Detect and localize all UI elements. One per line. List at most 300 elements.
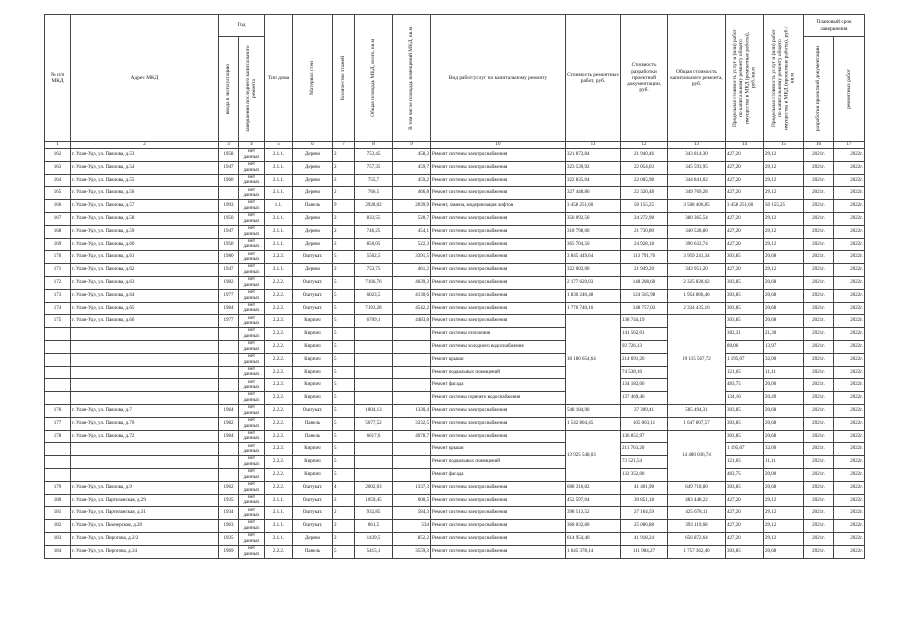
premises-area-cell: 852,2 xyxy=(393,532,431,545)
address-cell: г. Улан-Удэ, ул. Павлова, д.56 xyxy=(71,187,219,200)
total-cost-cell: 483 448,22 xyxy=(668,494,726,507)
design-cost-cell: 30 851,18 xyxy=(621,494,668,507)
plan-design-cell: 2021г. xyxy=(804,264,834,277)
header-work-type: Вид работ/услуг по капитальному ремонту xyxy=(431,15,566,142)
floors-cell: 5 xyxy=(333,430,355,443)
premises-area-cell xyxy=(393,328,431,341)
floors-cell: 5 xyxy=(333,302,355,315)
plan-repair-cell: 2022г. xyxy=(834,200,865,213)
column-number: 10 xyxy=(431,142,566,149)
work-type-cell: Ремонт системы электроснабжения xyxy=(431,507,566,520)
total-area-cell: 6023,5 xyxy=(355,289,393,302)
plan-design-cell: 2021г. xyxy=(804,532,834,545)
header-house-type: Тип дома xyxy=(265,15,293,142)
work-type-cell: Ремонт системы холодного водоснабжения xyxy=(431,340,566,353)
last-repair-cell: нет данных xyxy=(239,315,265,328)
repair-program-table-sheet xyxy=(44,14,864,559)
house-type-cell: 2.2.2. xyxy=(265,251,293,264)
row-number xyxy=(45,353,71,366)
plan-design-cell: 2021г. xyxy=(804,276,834,289)
plan-design-cell: 2021г. xyxy=(804,494,834,507)
table-row xyxy=(45,225,865,238)
house-type-cell: 2.2.2. xyxy=(265,340,293,353)
design-cost-cell: 27 164,59 xyxy=(621,507,668,520)
wall-material-cell: Кирпич xyxy=(293,392,333,405)
design-cost-cell: 137 469,46 xyxy=(621,392,668,405)
last-repair-cell: нет данных xyxy=(239,302,265,315)
plan-design-cell: 2021г. xyxy=(804,174,834,187)
table-row xyxy=(45,161,865,174)
row-number: 180 xyxy=(45,494,71,507)
column-number: 3 xyxy=(219,142,239,149)
plan-design-cell: 2021г. xyxy=(804,443,834,456)
work-type-cell: Ремонт системы электроснабжения xyxy=(431,264,566,277)
table-row xyxy=(45,430,865,443)
floors-cell: 5 xyxy=(333,443,355,456)
floors-cell: 5 xyxy=(333,468,355,481)
row-number: 177 xyxy=(45,417,71,430)
floors-cell: 2 xyxy=(333,161,355,174)
commission-year-cell xyxy=(219,366,239,379)
wall-material-cell: Оштукат. xyxy=(293,481,333,494)
table-header xyxy=(45,15,865,142)
premises-area-cell: 534 xyxy=(393,520,431,533)
limit-repair-cell: 427,20 xyxy=(726,494,764,507)
limit-repair-cell: 303,85 xyxy=(726,545,764,558)
plan-repair-cell: 2022г. xyxy=(834,251,865,264)
house-type-cell: 2.2.2. xyxy=(265,392,293,405)
header-total-cost: Общая стоимость капитального ремонта, руб. xyxy=(668,15,726,142)
design-cost-cell: 136 851,97 xyxy=(621,430,668,443)
work-type-cell: Ремонт системы электроснабжения xyxy=(431,532,566,545)
total-cost-cell: 380 365,54 xyxy=(668,212,726,225)
row-number: 170 xyxy=(45,251,71,264)
table-row xyxy=(45,276,865,289)
repair-cost-cell: 318 798,00 xyxy=(566,225,621,238)
repair-cost-cell: 327 448,80 xyxy=(566,187,621,200)
limit-repair-cell: 427,20 xyxy=(726,174,764,187)
limit-repair-cell: 1 195,07 xyxy=(726,353,764,366)
plan-repair-cell: 2022г. xyxy=(834,366,865,379)
header-total-area: Общая площадь МКД, всего, кв.м xyxy=(355,15,393,142)
design-cost-cell: 124 565,98 xyxy=(621,289,668,302)
total-cost-cell: 1 757 362,40 xyxy=(668,545,726,558)
wall-material-cell: Оштукат. xyxy=(293,289,333,302)
plan-design-cell: 2021г. xyxy=(804,302,834,315)
row-number: 174 xyxy=(45,302,71,315)
plan-repair-cell: 2022г. xyxy=(834,379,865,392)
total-area-cell xyxy=(355,353,393,366)
total-area-cell: 6617,6 xyxy=(355,430,393,443)
design-cost-cell: 134 182,00 xyxy=(621,379,668,392)
house-type-cell: 2.1.1. xyxy=(265,225,293,238)
column-number: 8 xyxy=(355,142,393,149)
house-type-cell: 2.1.1. xyxy=(265,507,293,520)
row-number: 172 xyxy=(45,276,71,289)
commission-year-cell: 1958 xyxy=(219,149,239,162)
premises-area-cell: 1337,3 xyxy=(393,481,431,494)
work-type-cell: Ремонт системы электроснабжения xyxy=(431,187,566,200)
header-plan-group: Плановый срок завершения xyxy=(804,15,865,37)
premises-area-cell xyxy=(393,353,431,366)
last-repair-cell: нет данных xyxy=(239,494,265,507)
wall-material-cell: Дерево xyxy=(293,225,333,238)
last-repair-cell: нет данных xyxy=(239,225,265,238)
commission-year-cell: 1950 xyxy=(219,212,239,225)
limit-repair-cell: 303,85 xyxy=(726,302,764,315)
house-type-cell: 2.2.2. xyxy=(265,456,293,469)
limit-design-cell: 11,11 xyxy=(764,366,804,379)
wall-material-cell: Кирпич xyxy=(293,456,333,469)
table-row xyxy=(45,289,865,302)
repair-cost-cell: 322 002,00 xyxy=(566,264,621,277)
floors-cell: 5 xyxy=(333,379,355,392)
limit-repair-cell: 303,85 xyxy=(726,315,764,328)
last-repair-cell: нет данных xyxy=(239,404,265,417)
plan-design-cell: 2021г. xyxy=(804,340,834,353)
table-row xyxy=(45,456,865,469)
limit-repair-cell: 303,85 xyxy=(726,481,764,494)
row-number xyxy=(45,392,71,405)
work-type-cell: Ремонт системы электроснабжения xyxy=(431,545,566,558)
limit-design-cell: 20,68 xyxy=(764,404,804,417)
plan-repair-cell: 2022г. xyxy=(834,212,865,225)
table-row xyxy=(45,545,865,558)
plan-repair-cell: 2022г. xyxy=(834,545,865,558)
address-cell: г. Улан-Удэ, ул. Павлова, д.70 xyxy=(71,417,219,430)
design-cost-cell: 111 984,27 xyxy=(621,545,668,558)
address-cell: г. Улан-Удэ, ул. Павлова, д.57 xyxy=(71,200,219,213)
total-cost-cell: 345 593,95 xyxy=(668,161,726,174)
plan-repair-cell: 2022г. xyxy=(834,149,865,162)
work-type-cell: Ремонт системы электроснабжения xyxy=(431,289,566,302)
plan-design-cell: 2021г. xyxy=(804,251,834,264)
wall-material-cell: Оштукат. xyxy=(293,404,333,417)
limit-design-cell: 50 155,25 xyxy=(764,200,804,213)
limit-design-cell: 11,11 xyxy=(764,456,804,469)
total-area-cell: 753,45 xyxy=(355,149,393,162)
limit-repair-cell: 303,85 xyxy=(726,276,764,289)
plan-design-cell: 2021г. xyxy=(804,392,834,405)
plan-repair-cell: 2022г. xyxy=(834,238,865,251)
design-cost-cell: 25 086,88 xyxy=(621,520,668,533)
row-number xyxy=(45,328,71,341)
limit-design-cell: 29,12 xyxy=(764,212,804,225)
commission-year-cell: 1982 xyxy=(219,417,239,430)
repair-cost-cell: 398 513,52 xyxy=(566,507,621,520)
total-area-cell: 932,85 xyxy=(355,507,393,520)
total-area-cell: 755,7 xyxy=(355,174,393,187)
column-number: 1 xyxy=(45,142,71,149)
total-area-cell xyxy=(355,328,393,341)
work-type-cell: Ремонт системы электроснабжения xyxy=(431,161,566,174)
design-cost-cell: 41 401,98 xyxy=(621,481,668,494)
table-row xyxy=(45,251,865,264)
commission-year-cell: 1980 xyxy=(219,251,239,264)
commission-year-cell: 1934 xyxy=(219,507,239,520)
commission-year-cell: 1960 xyxy=(219,174,239,187)
limit-repair-cell: 303,85 xyxy=(726,289,764,302)
limit-repair-cell: 427,20 xyxy=(726,187,764,200)
plan-repair-cell: 2022г. xyxy=(834,392,865,405)
address-cell: г. Улан-Удэ, ул. Павлова, д.55 xyxy=(71,174,219,187)
limit-design-cell: 29,12 xyxy=(764,161,804,174)
table-row xyxy=(45,174,865,187)
wall-material-cell: Оштукат. xyxy=(293,520,333,533)
wall-material-cell: Оштукат. xyxy=(293,494,333,507)
repair-cost-cell: 368 032,80 xyxy=(566,520,621,533)
commission-year-cell: 1984 xyxy=(219,302,239,315)
address-cell: г. Улан-Удэ, ул. Павлова, д.72 xyxy=(71,430,219,443)
last-repair-cell: нет данных xyxy=(239,532,265,545)
repair-cost-cell: 452 597,04 xyxy=(566,494,621,507)
wall-material-cell: Кирпич xyxy=(293,379,333,392)
total-area-cell: 757,35 xyxy=(355,161,393,174)
repair-cost-cell: 1 645 378,14 xyxy=(566,545,621,558)
total-cost-cell: 343 951,20 xyxy=(668,264,726,277)
commission-year-cell: 1977 xyxy=(219,289,239,302)
commission-year-cell: 1982 xyxy=(219,276,239,289)
floors-cell: 9 xyxy=(333,200,355,213)
total-cost-cell: 14 480 036,74 xyxy=(668,430,726,481)
house-type-cell: 2.2.2. xyxy=(265,468,293,481)
table-row xyxy=(45,532,865,545)
floors-cell: 4 xyxy=(333,481,355,494)
last-repair-cell: нет данных xyxy=(239,187,265,200)
address-cell xyxy=(71,443,219,456)
total-area-cell xyxy=(355,468,393,481)
total-area-cell: 833,55 xyxy=(355,212,393,225)
house-type-cell: 2.2.2. xyxy=(265,481,293,494)
floors-cell: 5 xyxy=(333,340,355,353)
total-cost-cell: 425 678,11 xyxy=(668,507,726,520)
wall-material-cell: Дерево xyxy=(293,238,333,251)
house-type-cell: 2.2.2. xyxy=(265,430,293,443)
commission-year-cell: 1977 xyxy=(219,315,239,328)
plan-repair-cell: 2022г. xyxy=(834,443,865,456)
work-type-cell: Ремонт системы горячего водоснабжения xyxy=(431,392,566,405)
total-cost-cell: 393 119,68 xyxy=(668,520,726,533)
limit-design-cell: 20,49 xyxy=(764,392,804,405)
table-row xyxy=(45,507,865,520)
address-cell: г. Улан-Удэ, ул. Пирогова, д.2/2 xyxy=(71,532,219,545)
plan-design-cell: 2021г. xyxy=(804,238,834,251)
table-row xyxy=(45,392,865,405)
row-number: 167 xyxy=(45,212,71,225)
last-repair-cell: нет данных xyxy=(239,174,265,187)
commission-year-cell: 1969 xyxy=(219,545,239,558)
header-number: № п/п МКД xyxy=(45,15,71,142)
address-cell: г. Улан-Удэ, ул. Павлова, д.61 xyxy=(71,251,219,264)
plan-design-cell: 2021г. xyxy=(804,507,834,520)
commission-year-cell xyxy=(219,392,239,405)
last-repair-cell: нет данных xyxy=(239,481,265,494)
floors-cell: 5 xyxy=(333,417,355,430)
total-cost-cell: 1 954 806,46 xyxy=(668,289,726,302)
repair-cost-cell: 2 177 620,03 xyxy=(566,276,621,289)
last-repair-cell: нет данных xyxy=(239,366,265,379)
floors-cell: 5 xyxy=(333,456,355,469)
commission-year-cell xyxy=(219,353,239,366)
wall-material-cell: Кирпич xyxy=(293,366,333,379)
row-number: 164 xyxy=(45,174,71,187)
plan-repair-cell: 2022г. xyxy=(834,161,865,174)
floors-cell: 2 xyxy=(333,507,355,520)
limit-design-cell: 20,68 xyxy=(764,302,804,315)
commission-year-cell xyxy=(219,379,239,392)
header-address: Адрес МКД xyxy=(71,15,219,142)
total-area-cell: 1439,5 xyxy=(355,532,393,545)
address-cell: г. Улан-Удэ, ул. Пионерская, д.20 xyxy=(71,520,219,533)
plan-design-cell: 2021г. xyxy=(804,545,834,558)
house-type-cell: 2.2.2. xyxy=(265,353,293,366)
limit-design-cell: 13,97 xyxy=(764,340,804,353)
house-type-cell: 2.1.1. xyxy=(265,149,293,162)
plan-design-cell: 2021г. xyxy=(804,149,834,162)
table-row xyxy=(45,264,865,277)
work-type-cell: Ремонт системы электроснабжения xyxy=(431,481,566,494)
row-number: 184 xyxy=(45,545,71,558)
address-cell: г. Улан-Удэ, ул. Павлова, д.53 xyxy=(71,149,219,162)
row-number: 171 xyxy=(45,264,71,277)
table-row xyxy=(45,238,865,251)
column-number: 13 xyxy=(668,142,726,149)
table-row xyxy=(45,328,865,341)
wall-material-cell: Дерево xyxy=(293,212,333,225)
premises-area-cell: 2039,9 xyxy=(393,200,431,213)
limit-repair-cell: 303,85 xyxy=(726,417,764,430)
commission-year-cell xyxy=(219,468,239,481)
repair-cost-cell: 323 539,92 xyxy=(566,161,621,174)
header-commission-year: ввода в эксплуатацию xyxy=(219,37,239,142)
plan-repair-cell: 2022г. xyxy=(834,276,865,289)
column-number: 6 xyxy=(293,142,333,149)
total-cost-cell: 343 814,30 xyxy=(668,149,726,162)
wall-material-cell: Панель xyxy=(293,200,333,213)
work-type-cell: Ремонт системы электроснабжения xyxy=(431,315,566,328)
limit-repair-cell: 483,75 xyxy=(726,379,764,392)
total-area-cell xyxy=(355,456,393,469)
limit-design-cell: 32,00 xyxy=(764,443,804,456)
address-cell xyxy=(71,456,219,469)
plan-repair-cell: 2022г. xyxy=(834,507,865,520)
floors-cell: 5 xyxy=(333,315,355,328)
premises-area-cell: 4130,6 xyxy=(393,289,431,302)
repair-cost-cell: 3 845 449,64 xyxy=(566,251,621,264)
total-area-cell: 5415,1 xyxy=(355,545,393,558)
row-number: 175 xyxy=(45,315,71,328)
wall-material-cell: Дерево xyxy=(293,149,333,162)
table-row xyxy=(45,187,865,200)
limit-design-cell: 29,12 xyxy=(764,264,804,277)
limit-repair-cell: 382,31 xyxy=(726,328,764,341)
plan-repair-cell: 2022г. xyxy=(834,289,865,302)
house-type-cell: 2.1.1. xyxy=(265,264,293,277)
row-number: 169 xyxy=(45,238,71,251)
table-row xyxy=(45,404,865,417)
last-repair-cell: нет данных xyxy=(239,456,265,469)
design-cost-cell: 105 003,11 xyxy=(621,417,668,430)
header-year-group: Год xyxy=(219,15,265,37)
commission-year-cell xyxy=(219,187,239,200)
floors-cell: 5 xyxy=(333,366,355,379)
repair-cost-cell: 322 835,04 xyxy=(566,174,621,187)
house-type-cell: 2.2.2. xyxy=(265,366,293,379)
column-number: 4 xyxy=(239,142,265,149)
house-type-cell: 2.1.1. xyxy=(265,532,293,545)
design-cost-cell: 50 155,25 xyxy=(621,200,668,213)
limit-design-cell: 20,00 xyxy=(764,468,804,481)
work-type-cell: Ремонт системы электроснабжения xyxy=(431,494,566,507)
commission-year-cell: 1993 xyxy=(219,200,239,213)
last-repair-cell: нет данных xyxy=(239,264,265,277)
commission-year-cell: 1947 xyxy=(219,161,239,174)
house-type-cell: 2.2.2. xyxy=(265,315,293,328)
limit-repair-cell: 303,85 xyxy=(726,251,764,264)
floors-cell: 2 xyxy=(333,520,355,533)
repair-cost-cell: 1 542 804,45 xyxy=(566,417,621,430)
address-cell xyxy=(71,340,219,353)
design-cost-cell: 73 521,54 xyxy=(621,456,668,469)
design-cost-cell: 24 928,18 xyxy=(621,238,668,251)
table-row xyxy=(45,468,865,481)
house-type-cell: 2.2.2. xyxy=(265,302,293,315)
table-body xyxy=(45,142,865,559)
limit-repair-cell: 427,20 xyxy=(726,149,764,162)
total-area-cell: 7193,28 xyxy=(355,302,393,315)
plan-design-cell: 2021г. xyxy=(804,430,834,443)
wall-material-cell: Дерево xyxy=(293,532,333,545)
table-row xyxy=(45,379,865,392)
limit-design-cell: 20,68 xyxy=(764,315,804,328)
limit-repair-cell: 303,85 xyxy=(726,430,764,443)
floors-cell: 2 xyxy=(333,532,355,545)
total-area-cell: 1059,45 xyxy=(355,494,393,507)
table-row xyxy=(45,200,865,213)
repair-cost-cell: 321 873,84 xyxy=(566,149,621,162)
total-area-cell: 753,75 xyxy=(355,264,393,277)
commission-year-cell: 1935 xyxy=(219,532,239,545)
limit-repair-cell: 303,85 xyxy=(726,404,764,417)
plan-repair-cell: 2022г. xyxy=(834,340,865,353)
plan-design-cell: 2021г. xyxy=(804,328,834,341)
total-cost-cell: 656 872,64 xyxy=(668,532,726,545)
last-repair-cell: нет данных xyxy=(239,379,265,392)
design-cost-cell: 138 744,19 xyxy=(621,315,668,328)
row-number: 179 xyxy=(45,481,71,494)
address-cell: г. Улан-Удэ, ул. Павлова, д.58 xyxy=(71,212,219,225)
plan-repair-cell: 2022г. xyxy=(834,481,865,494)
total-cost-cell: 390 632,74 xyxy=(668,238,726,251)
column-number: 2 xyxy=(71,142,219,149)
premises-area-cell xyxy=(393,468,431,481)
plan-design-cell: 2021г. xyxy=(804,520,834,533)
last-repair-cell: нет данных xyxy=(239,353,265,366)
plan-repair-cell: 2022г. xyxy=(834,225,865,238)
last-repair-cell: нет данных xyxy=(239,276,265,289)
premises-area-cell: 4639,3 xyxy=(393,276,431,289)
work-type-cell: Ремонт подвальных помещений xyxy=(431,456,566,469)
floors-cell: 2 xyxy=(333,238,355,251)
total-area-cell xyxy=(355,392,393,405)
last-repair-cell: нет данных xyxy=(239,507,265,520)
limit-repair-cell: 427,20 xyxy=(726,161,764,174)
wall-material-cell: Кирпич xyxy=(293,443,333,456)
last-repair-cell: нет данных xyxy=(239,212,265,225)
work-type-cell: Ремонт системы электроснабжения xyxy=(431,149,566,162)
floors-cell: 5 xyxy=(333,392,355,405)
floors-cell: 5 xyxy=(333,328,355,341)
